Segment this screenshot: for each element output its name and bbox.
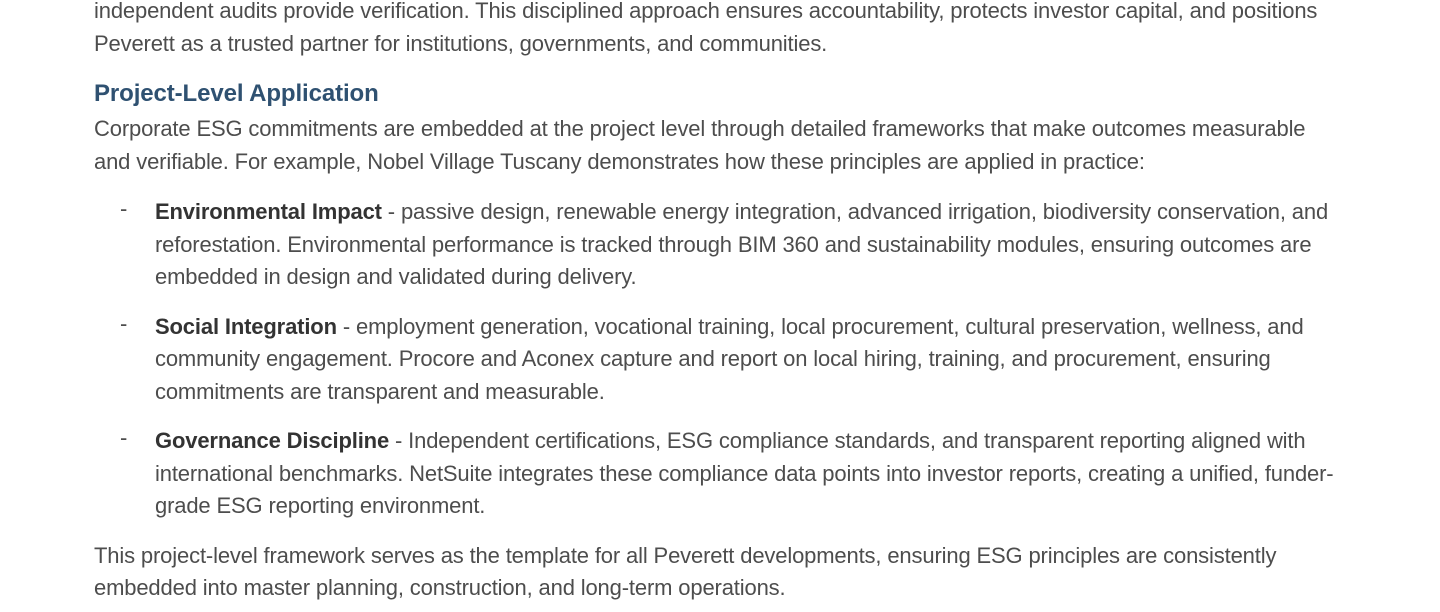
list-item-environmental-impact — [94, 196, 1344, 294]
bullet-dash: - — [120, 196, 128, 221]
closing-paragraph: This project-level framework serves as the template for all Peverett developments, ensuring ESG principles are consistently embedded into master planning, construction, and long-term operations. — [94, 542, 1277, 600]
section-paragraph: Corporate ESG commitments are embedded at the project level through detailed frameworks that make outcomes measurable and verifiable. For example, Nobel Village Tuscany demonstrates how these principles are applied in practice: — [94, 116, 1306, 174]
list-item-social-integration — [94, 311, 1344, 409]
bullet-term: Governance Discipline — [155, 428, 390, 453]
section-heading: Project-Level Application — [94, 80, 379, 107]
bullet-term: Social Integration — [155, 313, 337, 339]
bullet-dash: - — [120, 425, 128, 450]
intro-paragraph: independent audits provide verification. This disciplined approach ensures accountability, protects investor capital, and positions Peverett as a trusted partner for institutions, governments, and communities. — [94, 0, 1318, 56]
bullet-text: - passive design, renewable energy integration, advanced irrigation, biodiversity conservation, and reforestation. Environmental performance is tracked through BIM 360 and sustainability modules, ensuring outcomes are embedded in design and validated during delivery. — [155, 199, 1329, 289]
list-item-governance-discipline — [94, 425, 1344, 523]
document-body — [94, 0, 1344, 605]
bullet-text: - employment generation, vocational training, local procurement, cultural preservation, wellness, and community engagement. Procore and Aconex capture and report on local hiring, training, and procurement, ensuring commitments are transparent and measurable. — [155, 313, 1304, 404]
bullet-dash: - — [120, 310, 128, 336]
esg-bullet-list — [94, 196, 1344, 523]
bullet-text: - Independent certifications, ESG compliance standards, and transparent reporting aligned with international benchmarks. NetSuite integrates these compliance data points into investor reports, creating a unified, funder-grade ESG reporting environment. — [155, 428, 1334, 518]
bullet-term: Environmental Impact — [155, 199, 382, 224]
